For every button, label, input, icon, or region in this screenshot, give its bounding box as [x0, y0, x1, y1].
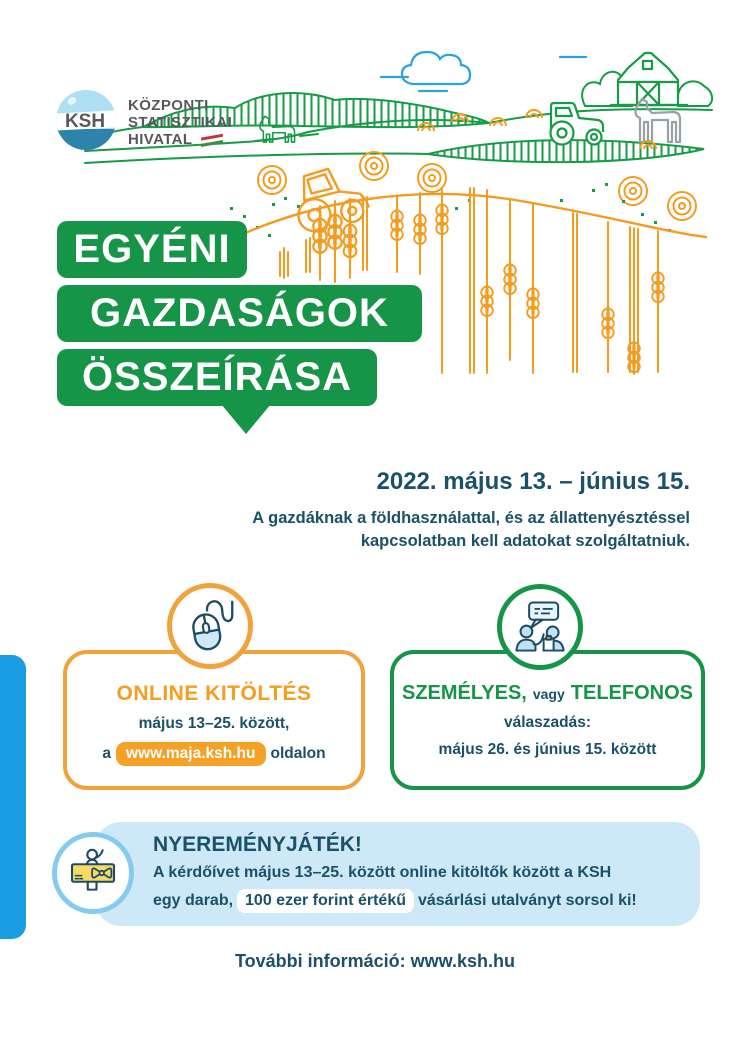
contact-phone: TELEFONOS [570, 682, 693, 704]
title-line-2 [57, 285, 422, 342]
contact-card-title [402, 682, 693, 705]
tractor-icon [292, 164, 371, 233]
logo-acronym: KSH [64, 111, 106, 132]
footer-info: További információ: www.ksh.hu [234, 951, 516, 971]
title-text: ÖSSZEÍRÁSA [81, 355, 353, 399]
gift-icon-circle [52, 832, 134, 914]
logo-line: HIVATAL [128, 131, 193, 148]
contact-period: május 26. és június 15. között [438, 741, 657, 758]
mouse-icon-circle [167, 583, 253, 669]
contact-card [390, 650, 705, 790]
barn-icon [610, 53, 688, 105]
intro-text-line: kapcsolatban kell adatokat szolgáltatniuk. [360, 532, 690, 550]
gift-voucher-icon [65, 845, 121, 901]
left-edge-accent-bar [0, 655, 26, 939]
seed-dots [230, 183, 671, 237]
online-card-title: ONLINE KITÖLTÉS [116, 682, 312, 705]
title-speech-tail [221, 404, 271, 434]
prize-box [95, 822, 700, 926]
contact-subtitle: válaszadás: [503, 714, 592, 731]
conversation-icon-circle [497, 584, 583, 670]
hungarian-flag-icon [197, 133, 227, 147]
prize-line-1: A kérdőívet május 13–25. között online kitöltők között a KSH [153, 864, 612, 881]
tractor-icon [551, 103, 604, 145]
contact-connector: vagy [532, 686, 565, 702]
ksh-globe-icon [54, 88, 118, 152]
online-url-line [102, 742, 325, 766]
url-prefix: a [102, 745, 111, 762]
website-url: www.maja.ksh.hu [116, 742, 266, 766]
intro-text [252, 507, 690, 553]
logo-line: KÖZPONTI [128, 97, 209, 114]
prize-line2-prefix: egy darab, [153, 892, 234, 909]
intro-text-line: A gazdáknak a földhasználattal, és az állattenyésztéssel [252, 509, 690, 527]
logo-wordmark [128, 97, 232, 148]
prize-amount: 100 ezer forint értékű [237, 889, 414, 913]
url-suffix: oldalon [270, 745, 326, 762]
online-card [63, 650, 365, 790]
title-line-1 [57, 221, 247, 278]
prize-title: NYEREMÉNYJÁTÉK! [153, 833, 362, 856]
contact-personal: SZEMÉLYES, [401, 682, 527, 704]
prize-line-2 [153, 889, 684, 913]
title-line-3 [57, 349, 377, 406]
online-period: május 13–25. között, [138, 715, 290, 732]
title-text: GAZDASÁGOK [90, 291, 389, 335]
census-period: 2022. május 13. – június 15. [376, 468, 690, 495]
prize-line2-suffix: vásárlási utalványt sorsol ki! [417, 892, 637, 909]
title-text: EGYÉNI [73, 227, 231, 271]
cloud-icon [381, 52, 586, 91]
computer-mouse-icon [181, 597, 239, 655]
logo-line: STATISZTIKAI [128, 114, 233, 131]
people-conversation-icon [511, 598, 569, 656]
